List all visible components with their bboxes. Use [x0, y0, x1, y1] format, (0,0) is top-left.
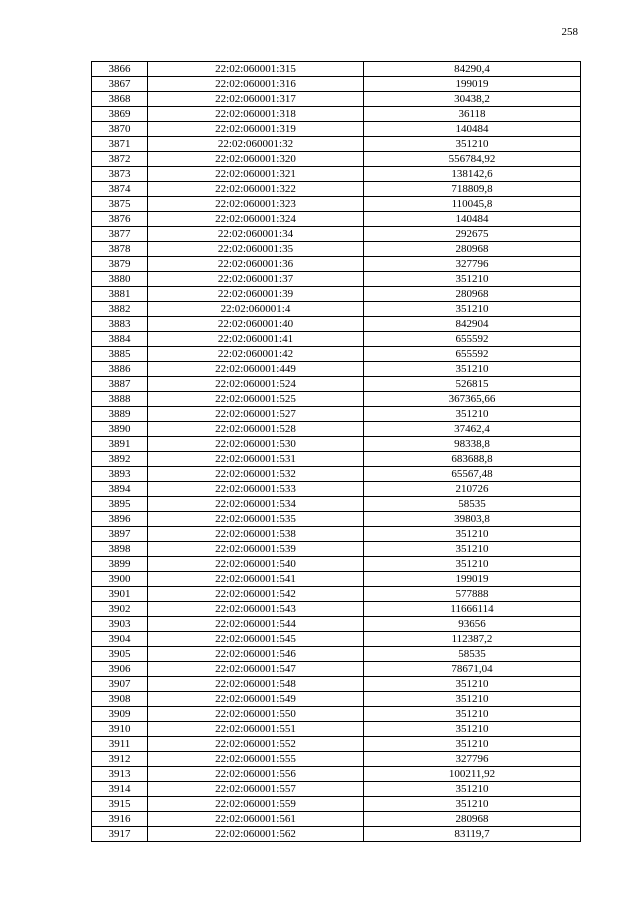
cadastral-number-cell: 22:02:060001:315 — [148, 62, 364, 77]
table-row — [92, 392, 581, 407]
table-row — [92, 77, 581, 92]
cadastral-number-cell: 22:02:060001:525 — [148, 392, 364, 407]
cadastral-number-cell: 22:02:060001:319 — [148, 122, 364, 137]
value-cell: 78671,04 — [364, 662, 581, 677]
value-cell: 351210 — [364, 677, 581, 692]
cadastral-number-cell: 22:02:060001:542 — [148, 587, 364, 602]
table-row — [92, 797, 581, 812]
value-cell: 351210 — [364, 782, 581, 797]
cadastral-number-cell: 22:02:060001:37 — [148, 272, 364, 287]
row-number-cell: 3881 — [92, 287, 148, 302]
value-cell: 842904 — [364, 317, 581, 332]
cadastral-number-cell: 22:02:060001:322 — [148, 182, 364, 197]
value-cell: 199019 — [364, 572, 581, 587]
value-cell: 100211,92 — [364, 767, 581, 782]
value-cell: 351210 — [364, 527, 581, 542]
value-cell: 351210 — [364, 542, 581, 557]
register-table — [91, 61, 581, 842]
cadastral-number-cell: 22:02:060001:547 — [148, 662, 364, 677]
cadastral-number-cell: 22:02:060001:39 — [148, 287, 364, 302]
row-number-cell: 3915 — [92, 797, 148, 812]
row-number-cell: 3890 — [92, 422, 148, 437]
cadastral-number-cell: 22:02:060001:316 — [148, 77, 364, 92]
table-row — [92, 272, 581, 287]
cadastral-number-cell: 22:02:060001:551 — [148, 722, 364, 737]
value-cell: 210726 — [364, 482, 581, 497]
cadastral-number-cell: 22:02:060001:318 — [148, 107, 364, 122]
value-cell: 140484 — [364, 122, 581, 137]
cadastral-number-cell: 22:02:060001:528 — [148, 422, 364, 437]
row-number-cell: 3899 — [92, 557, 148, 572]
cadastral-number-cell: 22:02:060001:41 — [148, 332, 364, 347]
table-row — [92, 242, 581, 257]
row-number-cell: 3871 — [92, 137, 148, 152]
table-row — [92, 572, 581, 587]
row-number-cell: 3900 — [92, 572, 148, 587]
value-cell: 110045,8 — [364, 197, 581, 212]
table-row — [92, 317, 581, 332]
table-row — [92, 632, 581, 647]
table-row — [92, 467, 581, 482]
value-cell: 526815 — [364, 377, 581, 392]
table-row — [92, 407, 581, 422]
cadastral-number-cell: 22:02:060001:550 — [148, 707, 364, 722]
value-cell: 556784,92 — [364, 152, 581, 167]
cadastral-number-cell: 22:02:060001:548 — [148, 677, 364, 692]
table-row — [92, 62, 581, 77]
table-row — [92, 122, 581, 137]
cadastral-number-cell: 22:02:060001:555 — [148, 752, 364, 767]
table-row — [92, 152, 581, 167]
table-row — [92, 347, 581, 362]
cadastral-number-cell: 22:02:060001:562 — [148, 827, 364, 842]
value-cell: 39803,8 — [364, 512, 581, 527]
table-row — [92, 587, 581, 602]
table-row — [92, 752, 581, 767]
value-cell: 138142,6 — [364, 167, 581, 182]
table-row — [92, 167, 581, 182]
row-number-cell: 3889 — [92, 407, 148, 422]
row-number-cell: 3902 — [92, 602, 148, 617]
value-cell: 58535 — [364, 497, 581, 512]
table-row — [92, 827, 581, 842]
value-cell: 199019 — [364, 77, 581, 92]
row-number-cell: 3898 — [92, 542, 148, 557]
table-row — [92, 812, 581, 827]
table-row — [92, 137, 581, 152]
table-row — [92, 527, 581, 542]
value-cell: 98338,8 — [364, 437, 581, 452]
value-cell: 351210 — [364, 737, 581, 752]
table-row — [92, 287, 581, 302]
table-row — [92, 737, 581, 752]
row-number-cell: 3869 — [92, 107, 148, 122]
table-row — [92, 782, 581, 797]
row-number-cell: 3874 — [92, 182, 148, 197]
value-cell: 577888 — [364, 587, 581, 602]
row-number-cell: 3912 — [92, 752, 148, 767]
table-row — [92, 107, 581, 122]
row-number-cell: 3877 — [92, 227, 148, 242]
cadastral-number-cell: 22:02:060001:545 — [148, 632, 364, 647]
value-cell: 36118 — [364, 107, 581, 122]
table-row — [92, 362, 581, 377]
table-row — [92, 617, 581, 632]
cadastral-number-cell: 22:02:060001:320 — [148, 152, 364, 167]
row-number-cell: 3870 — [92, 122, 148, 137]
value-cell: 351210 — [364, 557, 581, 572]
row-number-cell: 3882 — [92, 302, 148, 317]
cadastral-number-cell: 22:02:060001:539 — [148, 542, 364, 557]
value-cell: 327796 — [364, 257, 581, 272]
table-row — [92, 422, 581, 437]
value-cell: 351210 — [364, 302, 581, 317]
table-row — [92, 377, 581, 392]
table-row — [92, 512, 581, 527]
page-number: 258 — [561, 26, 578, 38]
cadastral-number-cell: 22:02:060001:557 — [148, 782, 364, 797]
cadastral-number-cell: 22:02:060001:546 — [148, 647, 364, 662]
cadastral-number-cell: 22:02:060001:532 — [148, 467, 364, 482]
value-cell: 280968 — [364, 287, 581, 302]
value-cell: 83119,7 — [364, 827, 581, 842]
table-row — [92, 707, 581, 722]
value-cell: 37462,4 — [364, 422, 581, 437]
value-cell: 58535 — [364, 647, 581, 662]
table-row — [92, 557, 581, 572]
cadastral-number-cell: 22:02:060001:317 — [148, 92, 364, 107]
value-cell: 655592 — [364, 347, 581, 362]
value-cell: 351210 — [364, 362, 581, 377]
table-row — [92, 437, 581, 452]
cadastral-number-cell: 22:02:060001:40 — [148, 317, 364, 332]
row-number-cell: 3896 — [92, 512, 148, 527]
cadastral-number-cell: 22:02:060001:323 — [148, 197, 364, 212]
cadastral-number-cell: 22:02:060001:543 — [148, 602, 364, 617]
cadastral-number-cell: 22:02:060001:321 — [148, 167, 364, 182]
row-number-cell: 3901 — [92, 587, 148, 602]
row-number-cell: 3872 — [92, 152, 148, 167]
row-number-cell: 3888 — [92, 392, 148, 407]
value-cell: 140484 — [364, 212, 581, 227]
table-row — [92, 542, 581, 557]
table-row — [92, 92, 581, 107]
table-row — [92, 692, 581, 707]
row-number-cell: 3880 — [92, 272, 148, 287]
cadastral-number-cell: 22:02:060001:533 — [148, 482, 364, 497]
table-row — [92, 227, 581, 242]
row-number-cell: 3917 — [92, 827, 148, 842]
cadastral-number-cell: 22:02:060001:32 — [148, 137, 364, 152]
table-row — [92, 212, 581, 227]
row-number-cell: 3868 — [92, 92, 148, 107]
cadastral-number-cell: 22:02:060001:540 — [148, 557, 364, 572]
cadastral-number-cell: 22:02:060001:530 — [148, 437, 364, 452]
value-cell: 351210 — [364, 797, 581, 812]
value-cell: 655592 — [364, 332, 581, 347]
table-row — [92, 332, 581, 347]
value-cell: 327796 — [364, 752, 581, 767]
row-number-cell: 3903 — [92, 617, 148, 632]
row-number-cell: 3906 — [92, 662, 148, 677]
cadastral-number-cell: 22:02:060001:449 — [148, 362, 364, 377]
cadastral-number-cell: 22:02:060001:535 — [148, 512, 364, 527]
value-cell: 351210 — [364, 137, 581, 152]
row-number-cell: 3875 — [92, 197, 148, 212]
value-cell: 280968 — [364, 812, 581, 827]
value-cell: 30438,2 — [364, 92, 581, 107]
register-table-body — [92, 62, 581, 842]
cadastral-number-cell: 22:02:060001:544 — [148, 617, 364, 632]
table-row — [92, 602, 581, 617]
row-number-cell: 3910 — [92, 722, 148, 737]
table-row — [92, 452, 581, 467]
table-row — [92, 497, 581, 512]
table-row — [92, 722, 581, 737]
value-cell: 112387,2 — [364, 632, 581, 647]
row-number-cell: 3914 — [92, 782, 148, 797]
cadastral-number-cell: 22:02:060001:35 — [148, 242, 364, 257]
value-cell: 351210 — [364, 407, 581, 422]
row-number-cell: 3866 — [92, 62, 148, 77]
row-number-cell: 3885 — [92, 347, 148, 362]
value-cell: 292675 — [364, 227, 581, 242]
value-cell: 351210 — [364, 722, 581, 737]
row-number-cell: 3879 — [92, 257, 148, 272]
value-cell: 93656 — [364, 617, 581, 632]
cadastral-number-cell: 22:02:060001:534 — [148, 497, 364, 512]
value-cell: 351210 — [364, 707, 581, 722]
value-cell: 351210 — [364, 272, 581, 287]
cadastral-number-cell: 22:02:060001:538 — [148, 527, 364, 542]
cadastral-number-cell: 22:02:060001:34 — [148, 227, 364, 242]
cadastral-number-cell: 22:02:060001:559 — [148, 797, 364, 812]
value-cell: 11666114 — [364, 602, 581, 617]
cadastral-number-cell: 22:02:060001:324 — [148, 212, 364, 227]
cadastral-number-cell: 22:02:060001:561 — [148, 812, 364, 827]
row-number-cell: 3897 — [92, 527, 148, 542]
table-row — [92, 182, 581, 197]
table-row — [92, 482, 581, 497]
table-row — [92, 662, 581, 677]
row-number-cell: 3887 — [92, 377, 148, 392]
cadastral-number-cell: 22:02:060001:549 — [148, 692, 364, 707]
table-row — [92, 767, 581, 782]
table-row — [92, 257, 581, 272]
row-number-cell: 3884 — [92, 332, 148, 347]
value-cell: 84290,4 — [364, 62, 581, 77]
row-number-cell: 3893 — [92, 467, 148, 482]
value-cell: 280968 — [364, 242, 581, 257]
row-number-cell: 3895 — [92, 497, 148, 512]
row-number-cell: 3891 — [92, 437, 148, 452]
row-number-cell: 3878 — [92, 242, 148, 257]
cadastral-number-cell: 22:02:060001:36 — [148, 257, 364, 272]
cadastral-number-cell: 22:02:060001:541 — [148, 572, 364, 587]
row-number-cell: 3904 — [92, 632, 148, 647]
row-number-cell: 3873 — [92, 167, 148, 182]
value-cell: 367365,66 — [364, 392, 581, 407]
cadastral-number-cell: 22:02:060001:42 — [148, 347, 364, 362]
table-row — [92, 677, 581, 692]
row-number-cell: 3876 — [92, 212, 148, 227]
cadastral-number-cell: 22:02:060001:4 — [148, 302, 364, 317]
value-cell: 718809,8 — [364, 182, 581, 197]
value-cell: 65567,48 — [364, 467, 581, 482]
cadastral-number-cell: 22:02:060001:527 — [148, 407, 364, 422]
cadastral-number-cell: 22:02:060001:531 — [148, 452, 364, 467]
row-number-cell: 3909 — [92, 707, 148, 722]
row-number-cell: 3913 — [92, 767, 148, 782]
row-number-cell: 3905 — [92, 647, 148, 662]
row-number-cell: 3911 — [92, 737, 148, 752]
row-number-cell: 3894 — [92, 482, 148, 497]
cadastral-number-cell: 22:02:060001:524 — [148, 377, 364, 392]
row-number-cell: 3908 — [92, 692, 148, 707]
cadastral-number-cell: 22:02:060001:556 — [148, 767, 364, 782]
value-cell: 683688,8 — [364, 452, 581, 467]
row-number-cell: 3892 — [92, 452, 148, 467]
table-row — [92, 197, 581, 212]
table-row — [92, 302, 581, 317]
row-number-cell: 3907 — [92, 677, 148, 692]
table-row — [92, 647, 581, 662]
row-number-cell: 3883 — [92, 317, 148, 332]
cadastral-number-cell: 22:02:060001:552 — [148, 737, 364, 752]
row-number-cell: 3886 — [92, 362, 148, 377]
value-cell: 351210 — [364, 692, 581, 707]
row-number-cell: 3867 — [92, 77, 148, 92]
row-number-cell: 3916 — [92, 812, 148, 827]
